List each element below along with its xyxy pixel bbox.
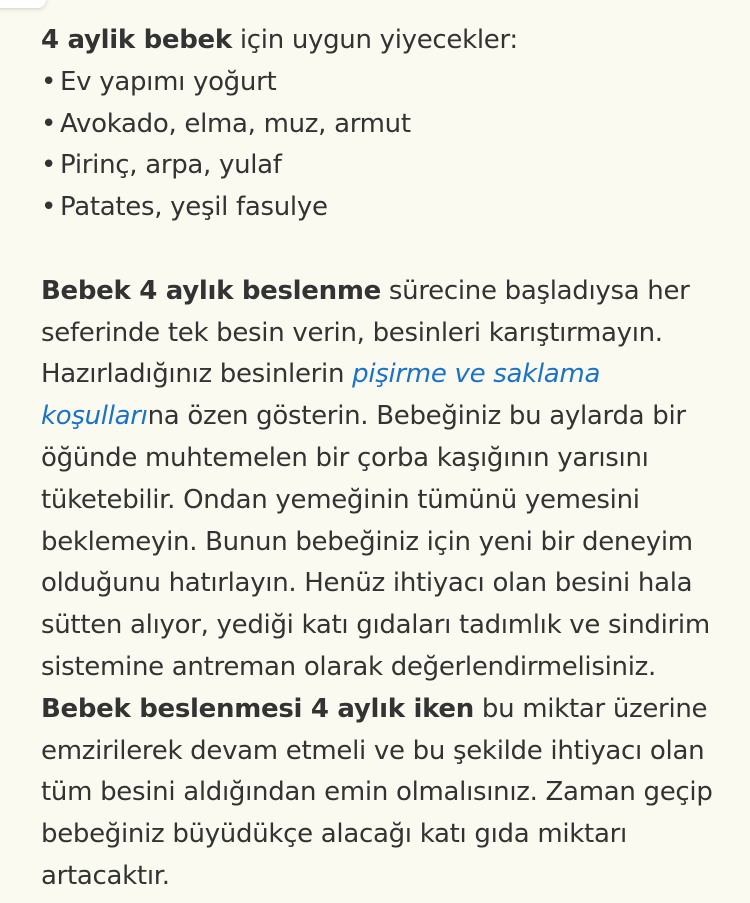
paragraph-spacer [41,229,731,271]
paragraph-text-1: sürecine başladıysa her seferinde tek besin verin, besinleri karıştırmayın. Hazırladığınız besinlerin [41,275,690,390]
article-content [41,20,731,898]
intro-line [41,20,731,62]
bullet-icon: • [41,150,57,181]
cooking-storage-link[interactable]: pişirme ve saklama koşulları [41,359,601,432]
bullet-icon: • [41,66,57,97]
bullet-icon: • [41,108,57,139]
paragraph-bold-second: Bebek beslenmesi 4 aylık iken [41,693,474,724]
list-item-label: Avokado, elma, muz, armut [60,108,411,139]
list-item-label: Pirinç, arpa, yulaf [60,150,282,181]
list-item [41,187,731,229]
food-list [41,62,731,229]
list-item [41,62,731,104]
paragraph-text-2: na özen gösterin. Bebeğiniz bu aylarda bir öğünde muhtemelen bir çorba kaşığının yarısını tüketebilir. Ondan yemeğinin tümünü yemesini beklemeyin. Bunun bebeğiniz için yeni bir deneyim olduğunu hatırlayın. Henüz ihtiyacı olan besini hala sütten alıyor, yediği katı gıdaları tadımlık ve sindirim sistemine antreman olarak değerlendirmelisiniz. [41,401,710,682]
list-item-label: Ev yapımı yoğurt [60,66,277,97]
intro-text: için uygun yiyecekler: [231,25,518,55]
body-paragraph [41,271,731,898]
intro-bold: 4 aylik bebek [41,25,232,55]
paragraph-text-3: bu miktar üzerine emzirilerek devam etmeli ve bu şekilde ihtiyacı olan tüm besini aldığından emin olmalısınız. Zaman geçip bebeğiniz büyüdükçe alacağı katı gıda miktarı artacaktır. [41,693,713,891]
top-left-tab[interactable] [0,0,46,8]
paragraph-bold-lead: Bebek 4 aylık beslenme [41,275,381,306]
bullet-icon: • [41,192,57,223]
list-item [41,104,731,146]
list-item-label: Patates, yeşil fasulye [60,192,328,223]
list-item [41,145,731,187]
